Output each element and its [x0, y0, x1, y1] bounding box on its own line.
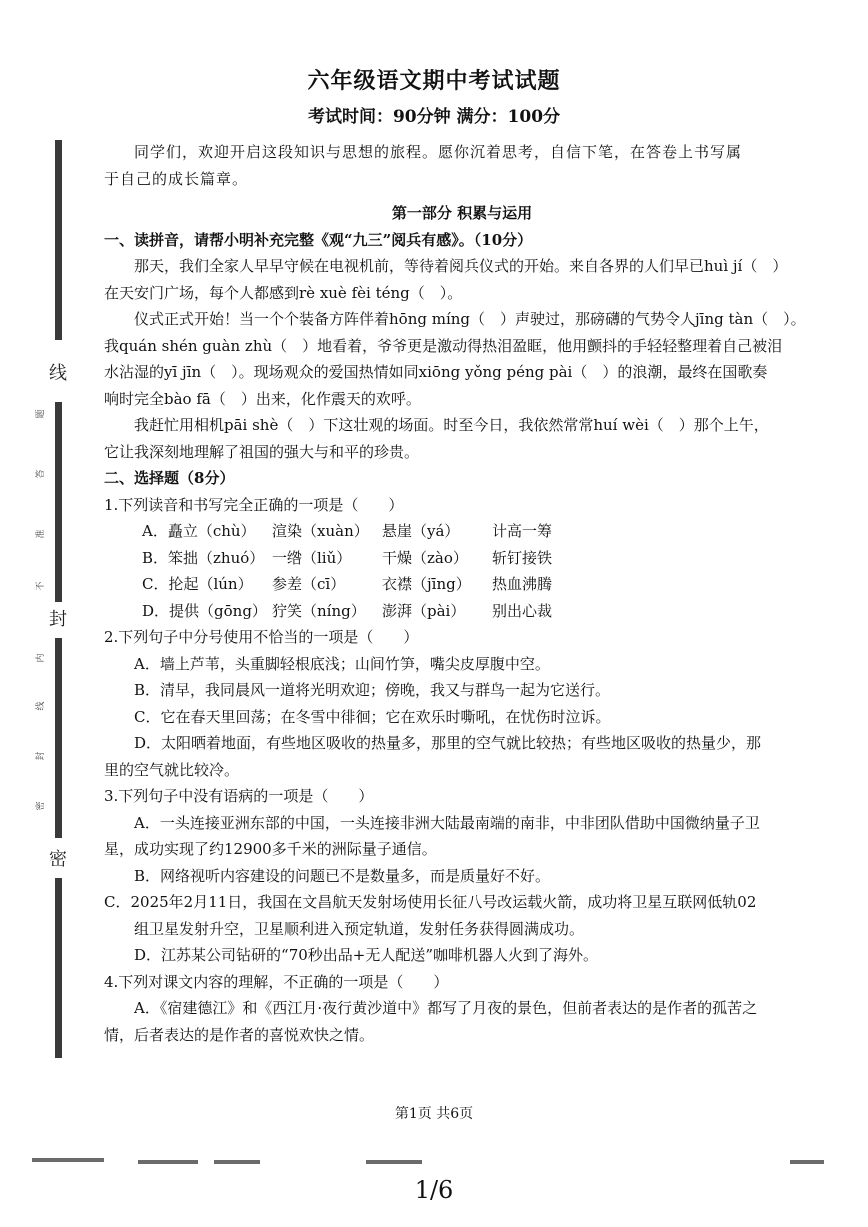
- exam-content: [104, 139, 820, 1048]
- scan-artifact: [32, 1158, 104, 1162]
- passage-line: 那天，我们全家人早早守候在电视机前，等待着阅兵仪式的开始。来自各界的人们早已huì jí（ ）: [134, 257, 788, 275]
- question-stem: 4.下列对课文内容的理解，不正确的一项是（ ）: [104, 972, 449, 991]
- binding-word-feng: 封: [49, 609, 67, 630]
- scan-artifact: [214, 1160, 260, 1164]
- option-row: [104, 571, 820, 598]
- question-stem: 3.下列句子中没有语病的一项是（ ）: [104, 787, 374, 805]
- option-cell: 一绺（liǔ）: [272, 548, 352, 567]
- option-cell: B．笨拙（zhuó）: [142, 548, 265, 567]
- question-line: A．《宿建德江》和《西江月·夜行黄沙道中》都写了月夜的景色，但前者表达的是作者的孤苦之: [134, 999, 758, 1017]
- question-line: A．一头连接亚洲东部的中国，一头连接非洲大陆最南端的南非，中非团队借助中国微纳量子卫: [134, 813, 760, 832]
- question-line: D．江苏某公司钻研的“70秒出品+无人配送”咖啡机器人火到了海外。: [134, 946, 599, 964]
- exam-title: 六年级语文期中考试试题: [307, 68, 561, 94]
- scan-artifact: [138, 1160, 198, 1164]
- question-line: A．墙上芦苇，头重脚轻根底浅；山间竹笋，嘴尖皮厚腹中空。: [134, 654, 550, 673]
- option-cell: 澎湃（pài）: [382, 601, 466, 620]
- question-line: 里的空气就比较冷。: [104, 760, 240, 779]
- option-row: [104, 598, 820, 625]
- passage-line: 响时完全bào fā（ ）出来，化作震天的欢呼。: [104, 389, 421, 408]
- binding-margin: [28, 140, 68, 1060]
- binding-label: 密: [36, 801, 46, 811]
- question-line: D．太阳晒着地面，有些地区吸收的热量多，那里的空气就比较热；有些地区吸收的热量少，那: [134, 734, 762, 752]
- binding-label: 线: [36, 701, 46, 711]
- option-cell: 渲染（xuàn）: [272, 522, 369, 540]
- passage-line: 我quán shén guàn zhù（ ）地看着，爷爷更是激动得热泪盈眶，他用颤抖的手轻轻整理着自己被泪: [104, 336, 783, 355]
- exam-subtitle: 考试时间：90分钟 满分：100分: [307, 107, 561, 127]
- option-cell: 参差（cī）: [272, 575, 346, 593]
- question-stem: 2.下列句子中分号使用不恰当的一项是（ ）: [104, 628, 419, 646]
- binding-line: [55, 140, 62, 340]
- option-cell: 狞笑（níng）: [272, 601, 366, 620]
- passage-line: 仪式正式开始！当一个个装备方阵伴着hōng míng（ ）声驶过，那磅礴的气势令人jīng tàn（ ）。: [134, 310, 806, 328]
- binding-label: 不: [36, 581, 46, 591]
- scan-artifact: [366, 1160, 422, 1164]
- page-footer: 第1页 共6页: [394, 1106, 474, 1122]
- binding-line: [55, 638, 62, 838]
- binding-label: 答: [36, 469, 46, 479]
- question-line: 组卫星发射升空，卫星顺利进入预定轨道，发射任务获得圆满成功。: [134, 919, 585, 938]
- option-cell: A．矗立（chù）: [142, 522, 256, 540]
- intro-line: 同学们，欢迎开启这段知识与思想的旅程。愿你沉着思考，自信下笔，在答卷上书写属: [134, 143, 743, 161]
- question-line: C．2025年2月11日，我国在文昌航天发射场使用长征八号改运载火箭，成功将卫星互联网低轨02: [104, 893, 757, 911]
- option-cell: 衣襟（jīng）: [382, 575, 471, 593]
- question-stem: 1.下列读音和书写完全正确的一项是（ ）: [104, 495, 404, 514]
- binding-label: 内: [36, 653, 46, 663]
- binding-line: [55, 878, 62, 1058]
- option-cell: 别出心裁: [492, 601, 553, 620]
- option-cell: C．抡起（lún）: [142, 575, 253, 593]
- binding-line: [55, 402, 62, 602]
- option-cell: 干燥（zào）: [382, 548, 468, 567]
- section-title: 一、读拼音，请帮小明补充完整《观“九三”阅兵有感》。（10分）: [104, 230, 533, 249]
- binding-label: 题: [36, 409, 46, 419]
- section-title: 二、选择题（8分）: [104, 469, 235, 487]
- page-number: 1/6: [414, 1176, 454, 1204]
- scan-artifact: [790, 1160, 824, 1164]
- binding-label: 封: [36, 751, 46, 761]
- passage-line: 水沾湿的yī jīn（ ）。现场观众的爱国热情如同xiōng yǒng péng pài（ ）的浪潮，最终在国歌奏: [104, 363, 768, 381]
- passage-line: 我赶忙用相机pāi shè（ ）下这壮观的场面。时至今日，我依然常常huí wèi（ ）那个上午，: [134, 416, 769, 434]
- passage-line: 它让我深刻地理解了祖国的强大与和平的珍贵。: [104, 442, 420, 461]
- option-cell: 热血沸腾: [492, 575, 553, 593]
- question-line: C．它在春天里回荡；在冬雪中徘徊；它在欢乐时嘶吼，在忧伤时泣诉。: [134, 707, 611, 726]
- question-line: B．网络视听内容建设的问题已不是数量多，而是质量好不好。: [134, 866, 551, 885]
- question-line: B．清早，我同晨风一道将光明欢迎；傍晚，我又与群鸟一起为它送行。: [134, 681, 611, 699]
- intro-line: 于自己的成长篇章。: [104, 169, 249, 188]
- option-row: [104, 518, 820, 545]
- question-line: 星，成功实现了约12900多千米的洲际量子通信。: [104, 840, 437, 858]
- question-line: 情，后者表达的是作者的喜悦欢快之情。: [104, 1025, 375, 1044]
- option-cell: 悬崖（yá）: [382, 522, 460, 540]
- binding-word-xian: 线: [49, 363, 67, 384]
- option-cell: 斩钉接铁: [492, 548, 553, 567]
- binding-label: 准: [36, 529, 46, 539]
- option-cell: D．提供（gōng）: [142, 601, 267, 620]
- binding-word-mi: 密: [49, 849, 67, 870]
- option-row: [104, 545, 820, 572]
- part-title: 第一部分 积累与运用: [391, 204, 533, 222]
- passage-line: 在天安门广场，每个人都感到rè xuè fèi téng（ ）。: [104, 283, 463, 302]
- option-cell: 计高一筹: [492, 522, 553, 540]
